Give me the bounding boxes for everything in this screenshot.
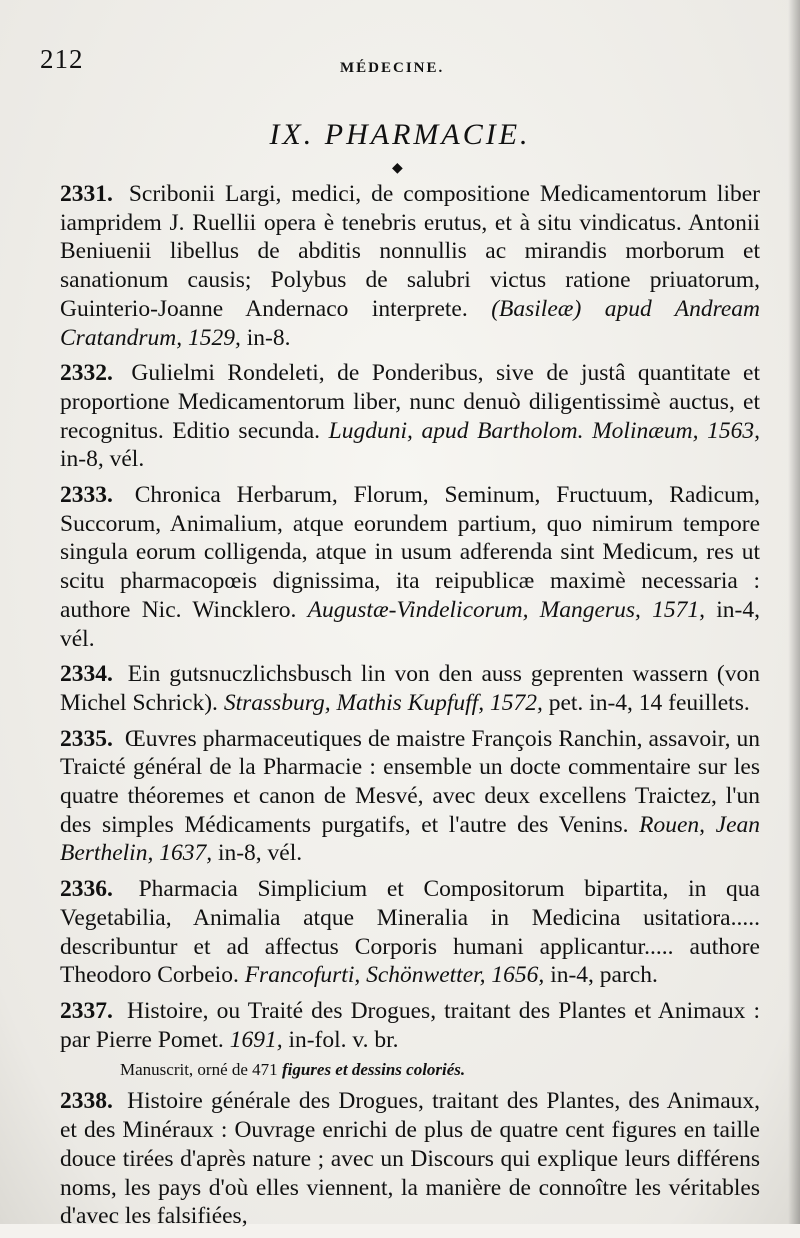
entry-text: Ein gutsnuczlichsbusch lin von den auss geprenten wassern (von Michel Schrick). [60, 661, 760, 716]
entry-note [60, 1057, 760, 1083]
catalogue-entry [60, 725, 760, 869]
entry-format: in-4, parch. [550, 962, 658, 989]
entry-number: 2333. [60, 482, 113, 509]
entry-format: in-8, vél. [60, 446, 145, 473]
page-header [40, 44, 760, 84]
entry-text: Chronica Herbarum, Florum, Seminum, Fructuum, Radicum, Succorum, Animalium, atque eorundem partium, quo nimirum tempore singula eorum colligenda, atque in usum adferenda sint Medicum, res ut scitu pharmacopœis dignissima, ita reipublicæ maximè necessaria : authore Nic. Wincklero. [60, 482, 761, 623]
catalogue-entry [60, 359, 760, 474]
entry-format: in-8. [246, 324, 291, 351]
entry-number: 2336. [60, 876, 113, 903]
entry-text: Histoire générale des Drogues, traitant des Plantes, des Animaux, et des Minéraux : Ouvrage enrichi de plus de quatre cent figures en taille douce tirées d'après nature ; avec un Discours qui explique leurs différens noms, les pays d'où elles viennent, la manière de connoître les véritables d'avec les falsifiées, [60, 1088, 760, 1230]
entry-number: 2335. [60, 725, 113, 752]
entry-imprint: Rouen, Jean Berthelin, 1637, [60, 811, 760, 867]
entry-number: 2332. [60, 360, 113, 387]
entry-number: 2338. [60, 1088, 113, 1115]
catalogue-entry [60, 481, 760, 653]
note-italic-text: figures et dessins coloriés. [281, 1060, 466, 1080]
entry-number: 2334. [60, 661, 113, 688]
entry-format: pet. in-4, 14 feuillets. [548, 689, 750, 716]
page-number: 212 [40, 44, 84, 74]
entry-imprint: (Basileæ) apud Andream Cratandrum, 1529, [60, 295, 761, 351]
catalogue-entry [60, 997, 760, 1054]
entry-number: 2337. [60, 997, 113, 1024]
entry-format: in-4, vél. [60, 596, 760, 652]
catalogue-entry [60, 660, 760, 717]
entry-text: Pharmacia Simplicium et Compositorum bipartita, in qua Vegetabilia, Animalia atque Mineralia in Medicina usitatiora..... describuntur et ad affectus Corporis humani applicantur..... authore Theodoro Corbeio. [60, 876, 760, 989]
entry-number: 2331. [60, 181, 113, 207]
ornament-icon: ◆ [392, 161, 403, 176]
entry-imprint: 1691, [229, 1026, 283, 1053]
entry-imprint: Augustæ-Vindelicorum, Mangerus, 1571, [307, 596, 706, 623]
catalogue-entries [60, 180, 760, 1238]
entry-text: Gulielmi Rondeleti, de Ponderibus, sive de justâ quantitate et proportione Medicamentorum liber, nunc denuò diligentissimè auctus, et recognitus. Editio secunda. [60, 360, 760, 444]
entry-text: Scribonii Largi, medici, de compositione Medicamentorum liber iampridem J. Ruellii opera è tenebris erutus, et à situ vindicatus. Antonii Beniuenii libellus de abditis nonnullis ac mirandis morborum et sanationum causis; Polybus de salubri victus ratione priuatorum, Guinterio-Joanne Andernaco interprete. [60, 181, 760, 322]
entry-format: in-8, vél. [217, 840, 303, 867]
entry-format: in-fol. v. br. [288, 1026, 399, 1053]
running-head: MÉDECINE. [340, 60, 445, 76]
entry-text: Histoire, ou Traité des Drogues, traitant des Plantes et Animaux : par Pierre Pomet. [60, 997, 761, 1053]
page-edge-shadow [788, 0, 800, 1224]
note-text: Manuscrit, orné de 471 [120, 1060, 278, 1080]
entry-imprint: Francofurti, Schönwetter, 1656, [244, 962, 545, 989]
catalogue-entry [60, 180, 760, 352]
catalogue-entry [60, 875, 760, 990]
catalogue-entry [60, 1087, 760, 1231]
entry-imprint: Lugduni, apud Bartholom. Molinæum, 1563, [328, 417, 760, 444]
section-title: IX. PHARMACIE. [269, 118, 531, 151]
entry-imprint: Strassburg, Mathis Kupfuff, 1572, [223, 689, 543, 716]
entry-text: Œuvres pharmaceutiques de maistre François Ranchin, assavoir, un Traicté général de la Pharmacie : ensemble un docte commentaire sur les quatre théoremes et canon de Mesvé, avec deux excellens Traictez, l'un des simples Médicaments purgatifs, et l'autre des Venins. [60, 725, 760, 838]
